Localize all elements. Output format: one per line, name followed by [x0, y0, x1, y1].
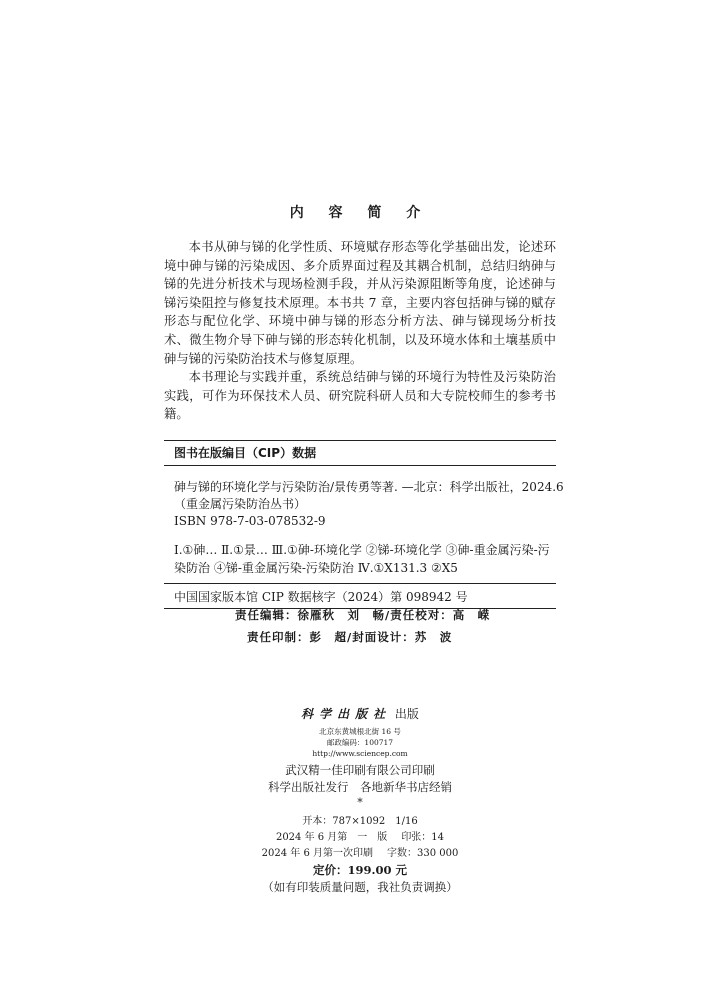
summary-paragraph-1: 本书从砷与锑的化学性质、环境赋存形态等化学基础出发，论述环境中砷与锑的污染成因、多介质界面过程及其耦合机制，总结归纳砷与锑的先进分析技术与现场检测手段，并从污染源阻断等角度，论述砷与锑污染阻控与修复技术原理。本书共 7 章，主要内容包括砷与锑的赋存形态与配位化学、环境中砷与锑的形态分析方法、砷与锑现场分析技术、微生物介导下砷与锑的形态转化机制，以及环境水体和土壤基质中砷与锑的污染防治技术与修复原理。	[164, 240, 556, 366]
edition-row	[0, 830, 720, 846]
cip-isbn-line: ISBN 978-7-03-078532-9	[174, 514, 326, 528]
cip-title-line: 砷与锑的环境化学与污染防治/景传勇等著. —北京：科学出版社，2024.6	[174, 480, 564, 494]
publisher-imprint	[0, 706, 720, 896]
cip-top-rule	[164, 440, 556, 441]
summary-paragraph-2: 本书理论与实践并重，系统总结砷与锑的环境行为特性及污染防治实践，可作为环保技术人员、研究院科研人员和大专院校师生的参考书籍。	[164, 370, 556, 422]
cip-classification: Ⅰ.①砷… Ⅱ.①景… Ⅲ.①砷-环境化学 ②锑-环境化学 ③砷-重金属污染-污染防治 ④锑-重金属污染-污染防治 Ⅳ.①X131.3 ②X5	[174, 543, 550, 575]
publisher-suffix: 出版	[394, 707, 419, 721]
edition-line: 2024 年 6 月第 一 版	[275, 832, 388, 843]
cip-mid-rule	[164, 583, 556, 584]
content-intro-title: 内 容 简 介	[289, 205, 431, 221]
content-intro-summary	[164, 238, 556, 424]
quality-notice: （如有印装质量问题，我社负责调换）	[262, 880, 458, 894]
sheets-line: 印张：14	[401, 832, 445, 843]
responsible-staff	[235, 604, 490, 648]
publisher-address: 北京东黄城根北街 16 号	[319, 727, 401, 736]
staff-printing-line: 责任印制：彭 超/封面设计：苏 波	[247, 630, 453, 644]
staff-editors-line: 责任编辑：徐雁秋 刘 畅/责任校对：高 嵘	[235, 608, 491, 622]
format-line: 开本：787×1092 1/16	[302, 816, 418, 827]
printing-row	[0, 846, 720, 862]
cip-heading: 图书在版编目（CIP）数据	[174, 446, 317, 460]
printer-line: 武汉精一佳印刷有限公司印刷	[285, 763, 435, 777]
publication-specs	[0, 814, 720, 862]
cip-data-block	[164, 440, 564, 609]
publisher-logo: 科学出版社	[301, 707, 392, 721]
publisher-line	[0, 706, 720, 722]
word-count-line: 字数：330 000	[387, 848, 459, 859]
distribution-line: 科学出版社发行 各地新华书店经销	[268, 780, 452, 794]
printing-line: 2024 年 6 月第一次印刷	[261, 848, 373, 859]
publisher-website: http://www.sciencep.com	[312, 749, 408, 758]
cip-core-data-number: 中国国家版本馆 CIP 数据核字（2024）第 098942 号	[174, 590, 468, 604]
cip-series-line: （重金属污染防治丛书）	[174, 497, 307, 511]
publisher-postcode: 邮政编码：100717	[326, 738, 394, 747]
cip-heading-rule	[164, 465, 556, 466]
cip-bibliographic-record	[174, 479, 564, 530]
price-line: 定价：199.00 元	[312, 863, 407, 877]
separator-star: *	[357, 796, 363, 809]
